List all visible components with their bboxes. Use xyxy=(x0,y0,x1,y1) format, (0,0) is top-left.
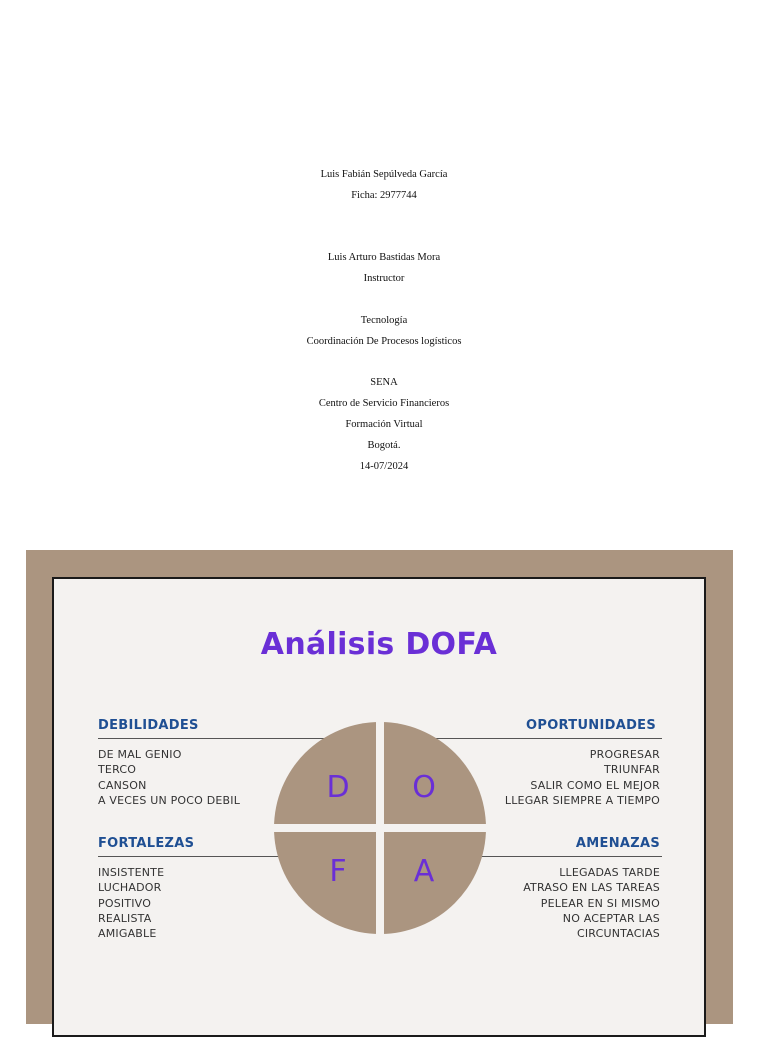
city: Bogotá. xyxy=(367,440,401,451)
fortalezas-heading: FORTALEZAS xyxy=(98,836,195,851)
list-item: TERCO xyxy=(98,763,137,777)
student-name: Luis Fabián Sepúlveda García xyxy=(320,169,448,180)
program-name: Coordinación De Procesos logísticos xyxy=(306,336,462,347)
letter-f: F xyxy=(329,854,347,889)
program-level: Tecnología xyxy=(360,315,408,326)
letter-a: A xyxy=(413,854,435,889)
list-item: CIRCUNTACIAS xyxy=(576,927,660,941)
institution-name: SENA xyxy=(370,377,398,388)
list-item: REALISTA xyxy=(98,911,152,925)
list-item: PELEAR EN SI MISMO xyxy=(540,896,660,910)
list-item: TRIUNFAR xyxy=(604,763,660,777)
dofa-card xyxy=(52,577,706,1037)
list-item: DE MAL GENIO xyxy=(98,748,182,761)
dofa-circle-graphic xyxy=(274,722,486,934)
amenazas-heading: AMENAZAS xyxy=(575,836,660,851)
ficha-number: Ficha: 2977744 xyxy=(351,190,417,201)
letter-o: O xyxy=(412,770,436,805)
submission-date: 14-07/2024 xyxy=(359,461,409,472)
list-item: LLEGAR SIEMPRE A TIEMPO xyxy=(504,793,660,807)
training-center: Centro de Servicio Financieros xyxy=(318,398,450,409)
list-item: AMIGABLE xyxy=(98,927,157,941)
amenazas-list xyxy=(523,865,660,941)
oportunidades-heading: OPORTUNIDADES xyxy=(526,718,656,733)
list-item: ATRASO EN LAS TAREAS xyxy=(523,881,660,895)
horizontal-gap xyxy=(274,824,486,832)
list-item: PROGRESAR xyxy=(589,748,660,761)
dofa-circle xyxy=(274,722,486,934)
fortalezas-list xyxy=(98,865,164,941)
list-item: LLEGADAS TARDE xyxy=(559,866,660,879)
list-item: CANSON xyxy=(98,778,147,792)
oportunidades-list xyxy=(505,747,660,808)
list-item: LUCHADOR xyxy=(98,881,162,895)
list-item: A VECES UN POCO DEBIL xyxy=(98,793,241,807)
dofa-title: Análisis DOFA xyxy=(260,627,498,662)
letter-d: D xyxy=(326,770,350,805)
list-item: POSITIVO xyxy=(98,896,152,910)
instructor-name: Luis Arturo Bastidas Mora xyxy=(327,252,441,263)
instructor-role: Instructor xyxy=(363,273,405,284)
list-item: NO ACEPTAR LAS xyxy=(562,911,660,925)
training-modality: Formación Virtual xyxy=(345,419,423,430)
debilidades-heading: DEBILIDADES xyxy=(98,718,199,733)
list-item: SALIR COMO EL MEJOR xyxy=(530,778,660,792)
list-item: INSISTENTE xyxy=(98,866,165,879)
debilidades-list xyxy=(98,747,240,808)
